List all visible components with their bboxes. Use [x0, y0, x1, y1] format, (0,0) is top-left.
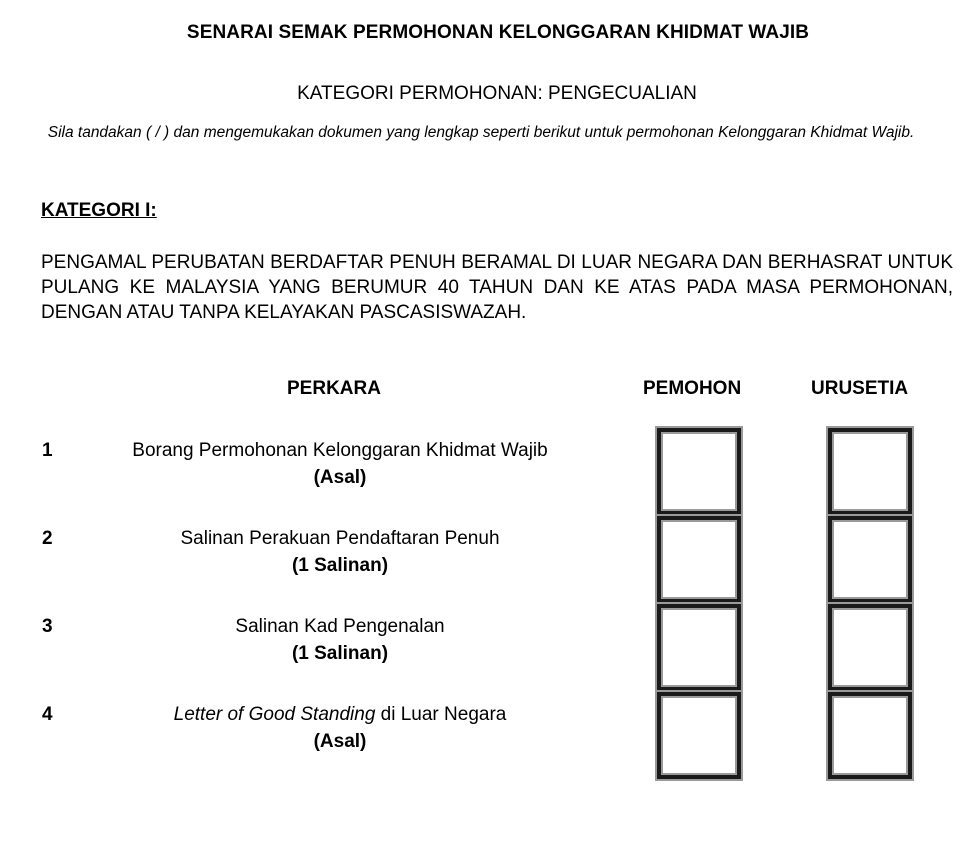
pemohon-checkbox-1[interactable] — [657, 428, 741, 515]
item-number: 4 — [42, 704, 53, 725]
pemohon-checkbox-4[interactable] — [657, 692, 741, 779]
item-text: Salinan Kad Pengenalan — [235, 616, 445, 637]
item-note: (Asal) — [313, 467, 367, 488]
item-note: (1 Salinan) — [291, 643, 389, 664]
urusetia-checkbox-1[interactable] — [828, 428, 912, 515]
category-subtitle: KATEGORI PERMOHONAN: PENGECUALIAN — [297, 83, 697, 104]
document-title: SENARAI SEMAK PERMOHONAN KELONGGARAN KHIDMAT WAJIB — [186, 22, 810, 43]
urusetia-checkbox-3[interactable] — [828, 604, 912, 691]
list-item — [96, 525, 584, 579]
item-note: (Asal) — [313, 731, 367, 752]
pemohon-checkbox-3[interactable] — [657, 604, 741, 691]
pemohon-checkbox-2[interactable] — [657, 516, 741, 603]
item-text: Borang Permohonan Kelonggaran Khidmat Wajib — [132, 440, 548, 461]
list-item — [96, 613, 584, 667]
header-perkara: PERKARA — [287, 378, 381, 399]
item-text: Letter of Good Standing di Luar Negara — [173, 704, 507, 725]
header-urusetia: URUSETIA — [811, 378, 909, 399]
list-item — [96, 701, 584, 755]
urusetia-checkbox-2[interactable] — [828, 516, 912, 603]
category-label: KATEGORI I: — [41, 200, 157, 221]
urusetia-checkbox-4[interactable] — [828, 692, 912, 779]
header-pemohon: PEMOHON — [643, 378, 742, 399]
item-note: (1 Salinan) — [291, 555, 389, 576]
list-item — [96, 437, 584, 491]
item-number: 2 — [42, 528, 53, 549]
item-number: 3 — [42, 616, 53, 637]
item-number: 1 — [42, 440, 53, 461]
category-description: PENGAMAL PERUBATAN BERDAFTAR PENUH BERAMAL DI LUAR NEGARA DAN BERHASRAT UNTUK PULANG KE MALAYSIA YANG BERUMUR 40 TAHUN DAN KE ATAS PADA MASA PERMOHONAN, DENGAN ATAU TANPA KELAYAKAN PASCASISWAZAH. — [41, 252, 953, 323]
instruction-text: Sila tandakan ( / ) dan mengemukakan dokumen yang lengkap seperti berikut untuk permohonan Kelonggaran Khidmat Wajib. — [47, 124, 915, 141]
item-text: Salinan Perakuan Pendaftaran Penuh — [180, 528, 500, 549]
